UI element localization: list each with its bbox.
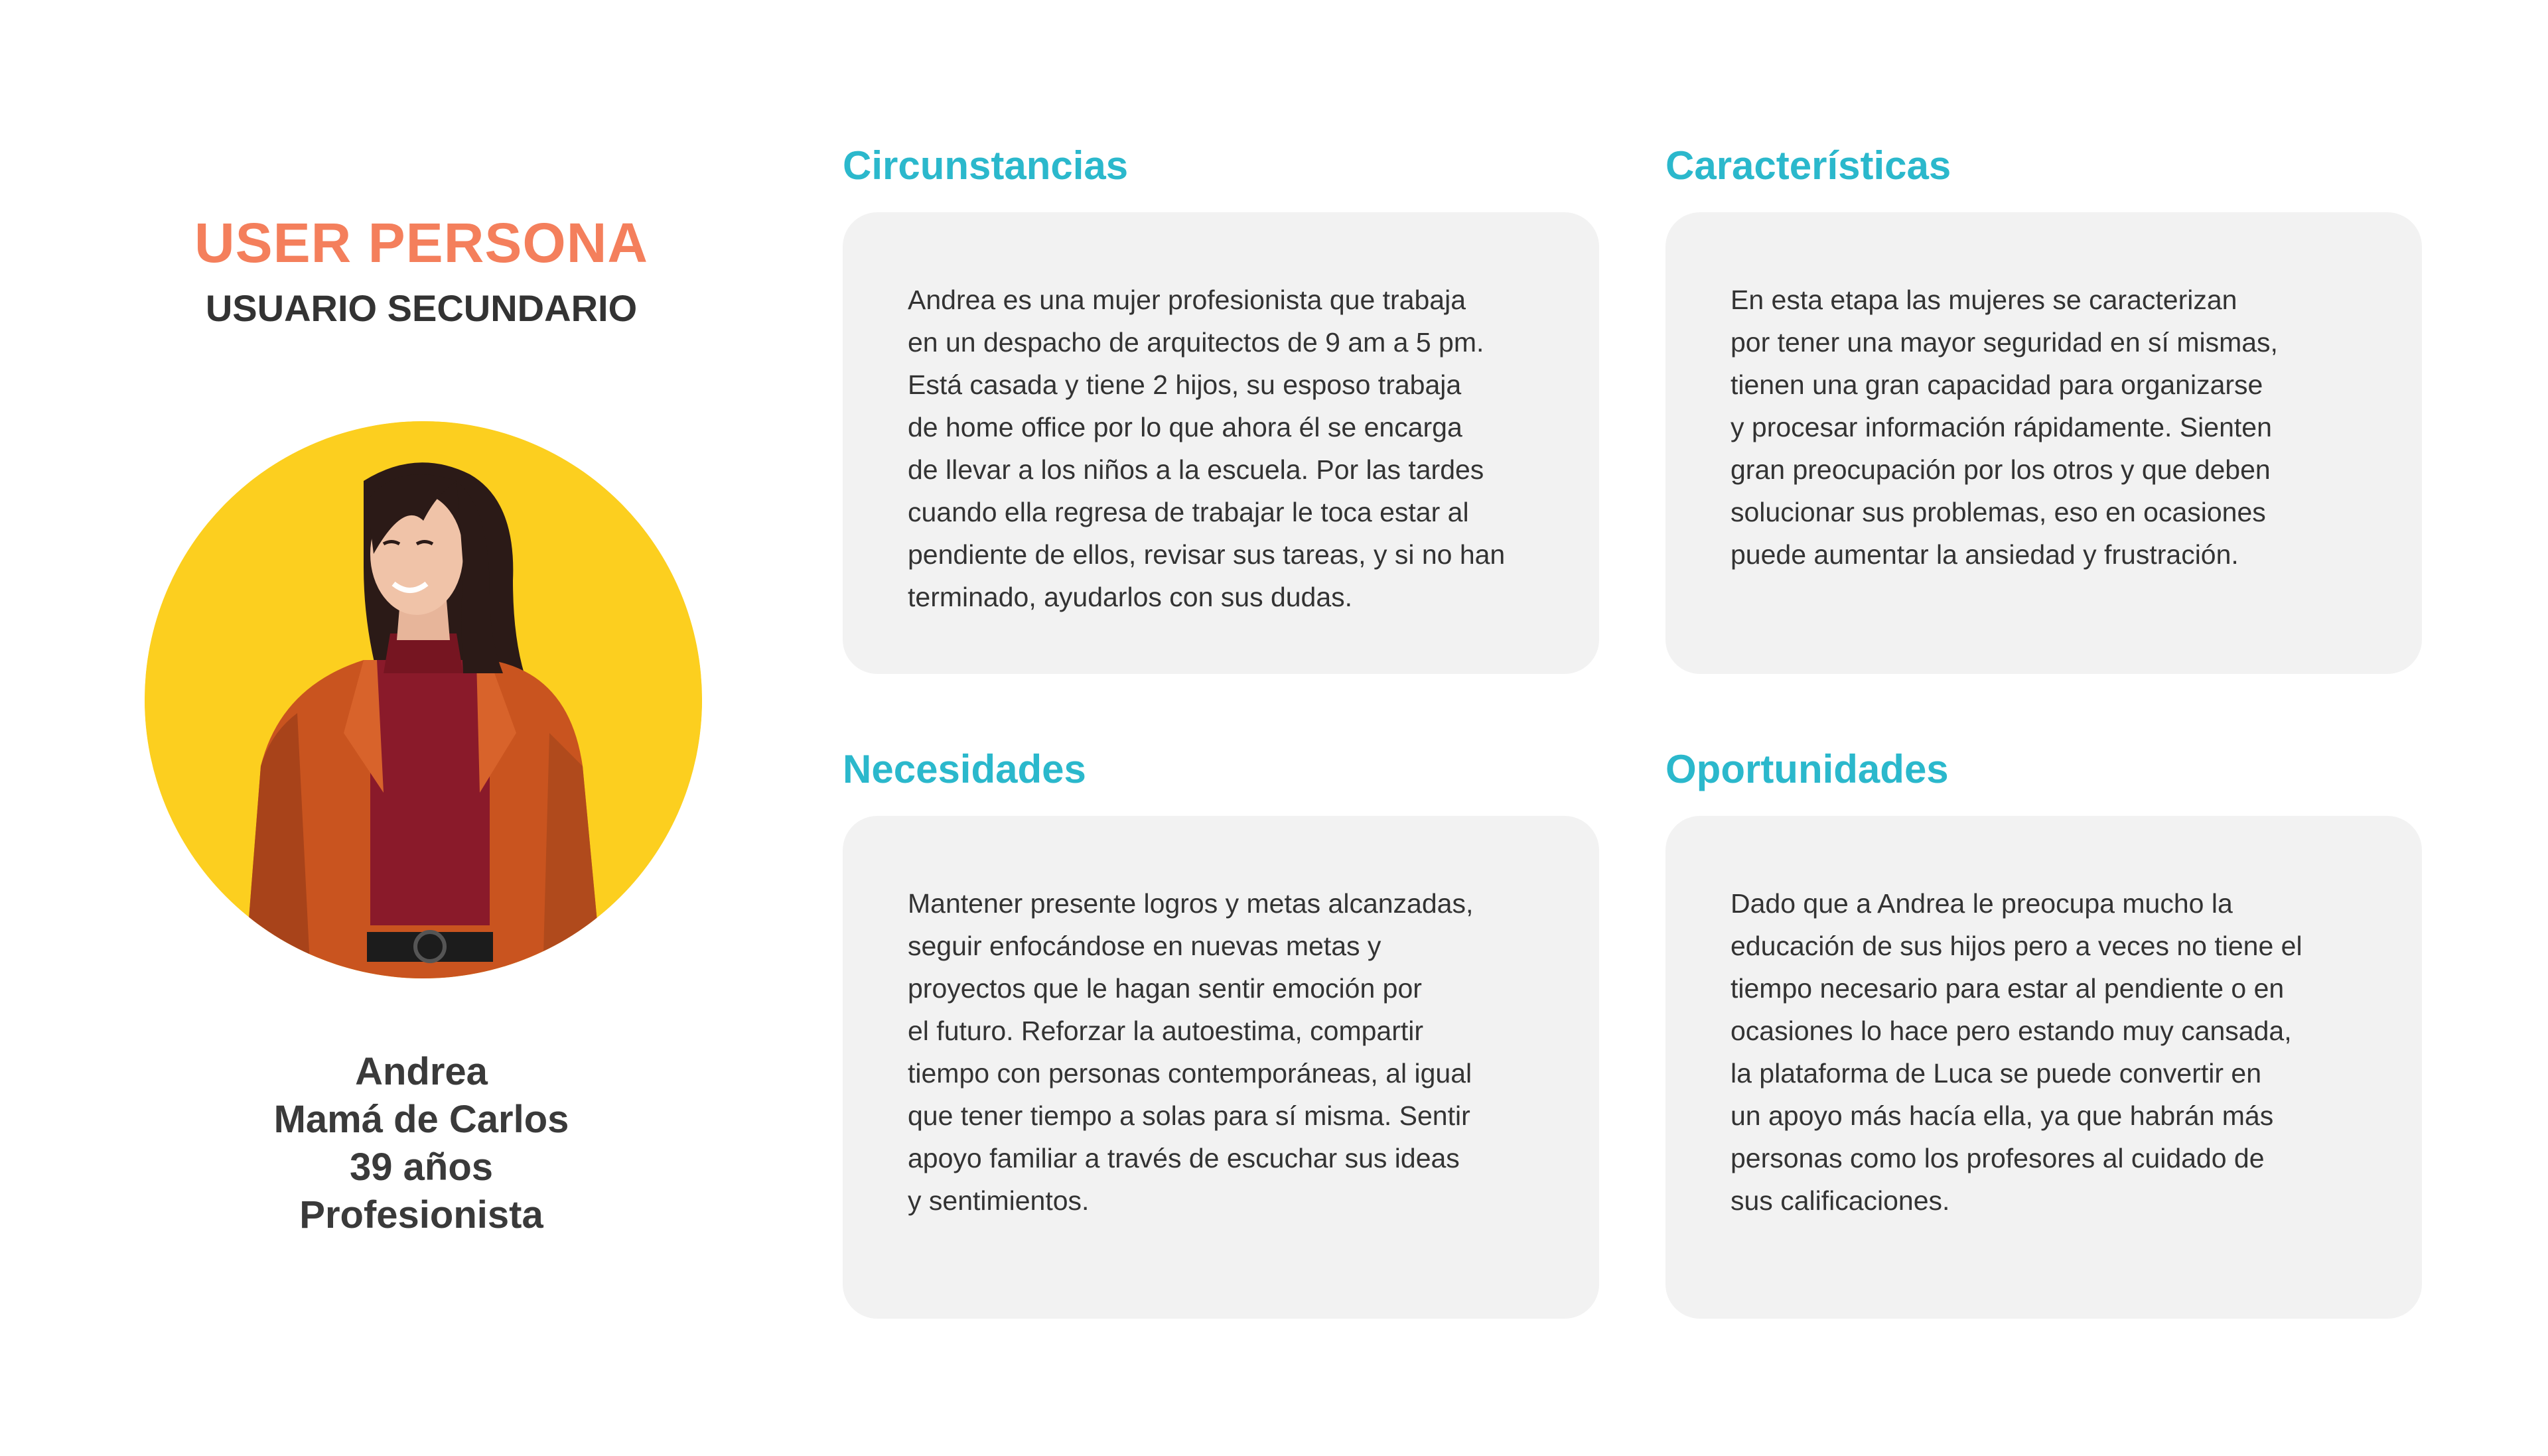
card-circunstancias (843, 212, 1599, 674)
section-title-circunstancias: Circunstancias (843, 143, 1129, 188)
section-title-necesidades: Necesidades (843, 747, 1086, 791)
section-caracteristicas (1665, 143, 2422, 674)
card-caracteristicas (1665, 212, 2422, 674)
card-text-necesidades: Mantener presente logros y metas alcanzadas, seguir enfocándose en nuevas metas y proyectos que le hagan sentir emoción por el futuro. Reforzar la autoestima, compartir tiempo con personas contemporáneas, al igual que tener tiempo a solas para sí misma. Sentir apoyo familiar a través de escuchar sus ideas y sentimientos. (908, 888, 1474, 1216)
persona-role: Mamá de Carlos (273, 1098, 569, 1141)
persona-identity (93, 1048, 750, 1239)
persona-age: 39 años (350, 1146, 493, 1189)
card-text-circunstancias: Andrea es una mujer profesionista que trabaja en un despacho de arquitectos de 9 am a 5 pm. Está casada y tiene 2 hijos, su esposo trabaja de home office por lo que ahora él se encarga de llevar a los niños a la escuela. Por las tardes cuando ella regresa de trabajar le toca estar al pendiente de ellos, revisar sus tareas, y si no han terminado, ayudarlos con sus dudas. (908, 285, 1506, 612)
page-subtitle: USUARIO SECUNDARIO (205, 287, 638, 330)
card-text-oportunidades: Dado que a Andrea le preocupa mucho la educación de sus hijos pero a veces no tiene el tiempo necesario para estar al pendiente o en ocasiones lo hace pero estando muy cansada, la plataforma de Luca se puede convertir en un apoyo más hacía ella, ya que habrán más personas como los profesores al cuidado de sus calificaciones. (1731, 888, 2302, 1216)
card-text-caracteristicas: En esta etapa las mujeres se caracterizan por tener una mayor seguridad en sí mismas, tienen una gran capacidad para organizarse y procesar información rápidamente. Sienten gran preocupación por los otros y que deben solucionar sus problemas, eso en ocasiones puede aumentar la ansiedad y frustración. (1731, 285, 2278, 570)
section-oportunidades (1665, 747, 2422, 1319)
section-title-oportunidades: Oportunidades (1665, 747, 1949, 791)
persona-occupation: Profesionista (299, 1193, 543, 1236)
woman-portrait-icon (145, 421, 702, 978)
persona-header (93, 212, 750, 329)
page-title: USER PERSONA (194, 212, 649, 274)
persona-name: Andrea (355, 1050, 488, 1093)
section-necesidades (843, 747, 1599, 1319)
card-necesidades (843, 816, 1599, 1319)
section-title-caracteristicas: Características (1665, 143, 1951, 188)
card-oportunidades (1665, 816, 2422, 1319)
section-circunstancias (843, 143, 1599, 674)
persona-photo (145, 421, 702, 978)
